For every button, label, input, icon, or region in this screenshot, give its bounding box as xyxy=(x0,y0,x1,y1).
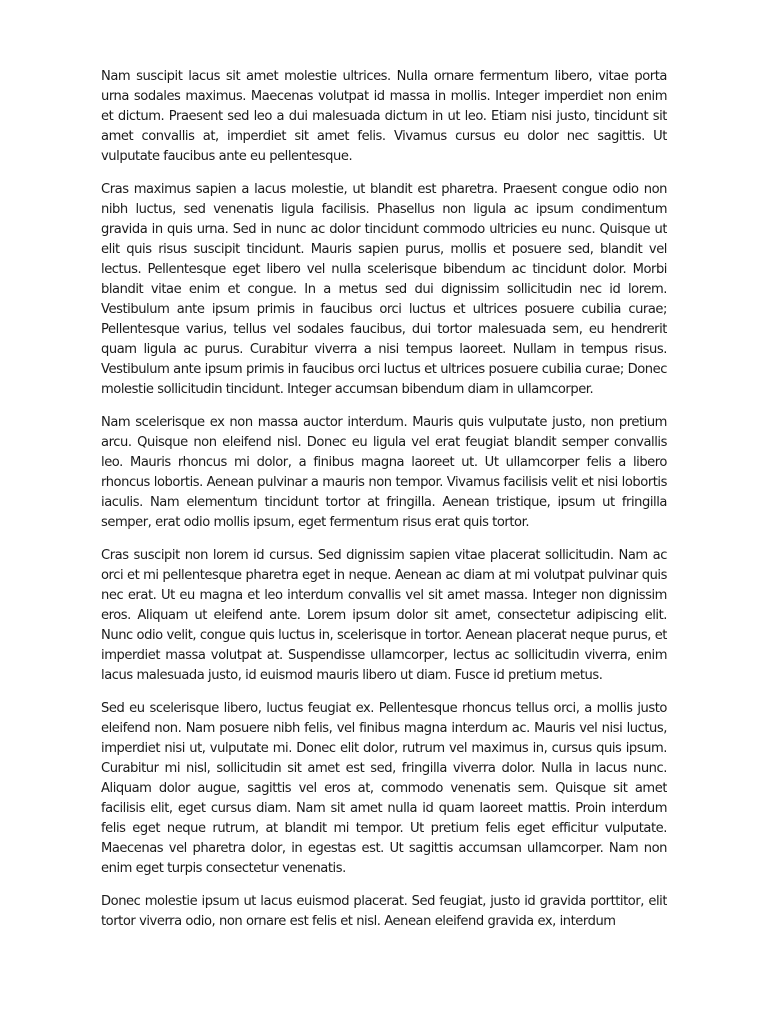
paragraph-4: Cras suscipit non lorem id cursus. Sed dignissim sapien vitae placerat sollicitudin. Nam ac orci et mi pellentesque pharetra eget in neque. Aenean ac diam at mi volutpat pulvinar quis nec erat. Ut eu magna et leo interdum convallis vel sit amet massa. Integer non dignissim eros. Aliquam ut eleifend ante. Lorem ipsum dolor sit amet, consectetur adipiscing elit. Nunc odio velit, congue quis luctus in, scelerisque in tortor. Aenean placerat neque purus, et imperdiet massa volutpat at. Suspendisse ullamcorper, lectus ac sollicitudin viverra, enim lacus malesuada justo, id euismod mauris libero ut diam. Fusce id pretium metus. xyxy=(101,548,667,683)
paragraph-6: Donec molestie ipsum ut lacus euismod placerat. Sed feugiat, justo id gravida porttitor, elit tortor viverra odio, non ornare est felis et nisl. Aenean eleifend gravida ex, interdum xyxy=(101,894,667,929)
paragraph-1: Nam suscipit lacus sit amet molestie ultrices. Nulla ornare fermentum libero, vitae porta urna sodales maximus. Maecenas volutpat id massa in mollis. Integer imperdiet non enim et dictum. Praesent sed leo a dui malesuada dictum in ut leo. Etiam nisi justo, tincidunt sit amet convallis at, imperdiet sit amet felis. Vivamus cursus eu dolor nec sagittis. Ut vulputate faucibus ante eu pellentesque. xyxy=(101,69,667,164)
paragraph-3: Nam scelerisque ex non massa auctor interdum. Mauris quis vulputate justo, non pretium arcu. Quisque non eleifend nisl. Donec eu ligula vel erat feugiat blandit semper convallis leo. Mauris rhoncus mi dolor, a finibus magna laoreet ut. Ut ullamcorper felis a libero rhoncus lobortis. Aenean pulvinar a mauris non tempor. Vivamus facilisis velit et nisi lobortis iaculis. Nam elementum tincidunt tortor at fringilla. Aenean tristique, ipsum ut fringilla semper, erat odio mollis ipsum, eget fermentum risus erat quis tortor. xyxy=(101,415,667,530)
document-page xyxy=(101,67,667,1024)
paragraph-5: Sed eu scelerisque libero, luctus feugiat ex. Pellentesque rhoncus tellus orci, a mollis justo eleifend non. Nam posuere nibh felis, vel finibus magna interdum ac. Mauris vel nisi luctus, imperdiet nisi ut, vulputate mi. Donec elit dolor, rutrum vel maximus in, cursus quis ipsum. Curabitur mi nisl, sollicitudin sit amet est sed, fringilla viverra dolor. Nulla in lacus nunc. Aliquam dolor augue, sagittis vel eros at, commodo venenatis sem. Quisque sit amet facilisis elit, eget cursus diam. Nam sit amet nulla id quam laoreet mattis. Proin interdum felis eget neque rutrum, at blandit mi tempor. Ut pretium felis eget efficitur vulputate. Maecenas vel pharetra dolor, in egestas est. Ut sagittis accumsan ullamcorper. Nam non enim eget turpis consectetur venenatis. xyxy=(101,701,667,876)
paragraph-2: Cras maximus sapien a lacus molestie, ut blandit est pharetra. Praesent congue odio non nibh luctus, sed venenatis ligula facilisis. Phasellus non ligula ac ipsum condimentum gravida in quis urna. Sed in nunc ac dolor tincidunt commodo ultricies eu nunc. Quisque ut elit quis risus suscipit tincidunt. Mauris sapien purus, mollis et posuere sed, blandit vel lectus. Pellentesque eget libero vel nulla scelerisque bibendum ac tincidunt dolor. Morbi blandit vitae enim et congue. In a metus sed dui dignissim sollicitudin nec id lorem. Vestibulum ante ipsum primis in faucibus orci luctus et ultrices posuere cubilia curae; Pellentesque varius, tellus vel sodales faucibus, dui tortor malesuada sem, eu hendrerit quam ligula ac purus. Curabitur viverra a nisi tempus laoreet. Nullam in tempus risus. Vestibulum ante ipsum primis in faucibus orci luctus et ultrices posuere cubilia curae; Donec molestie sollicitudin tincidunt. Integer accumsan bibendum diam in ullamcorper. xyxy=(101,182,667,397)
